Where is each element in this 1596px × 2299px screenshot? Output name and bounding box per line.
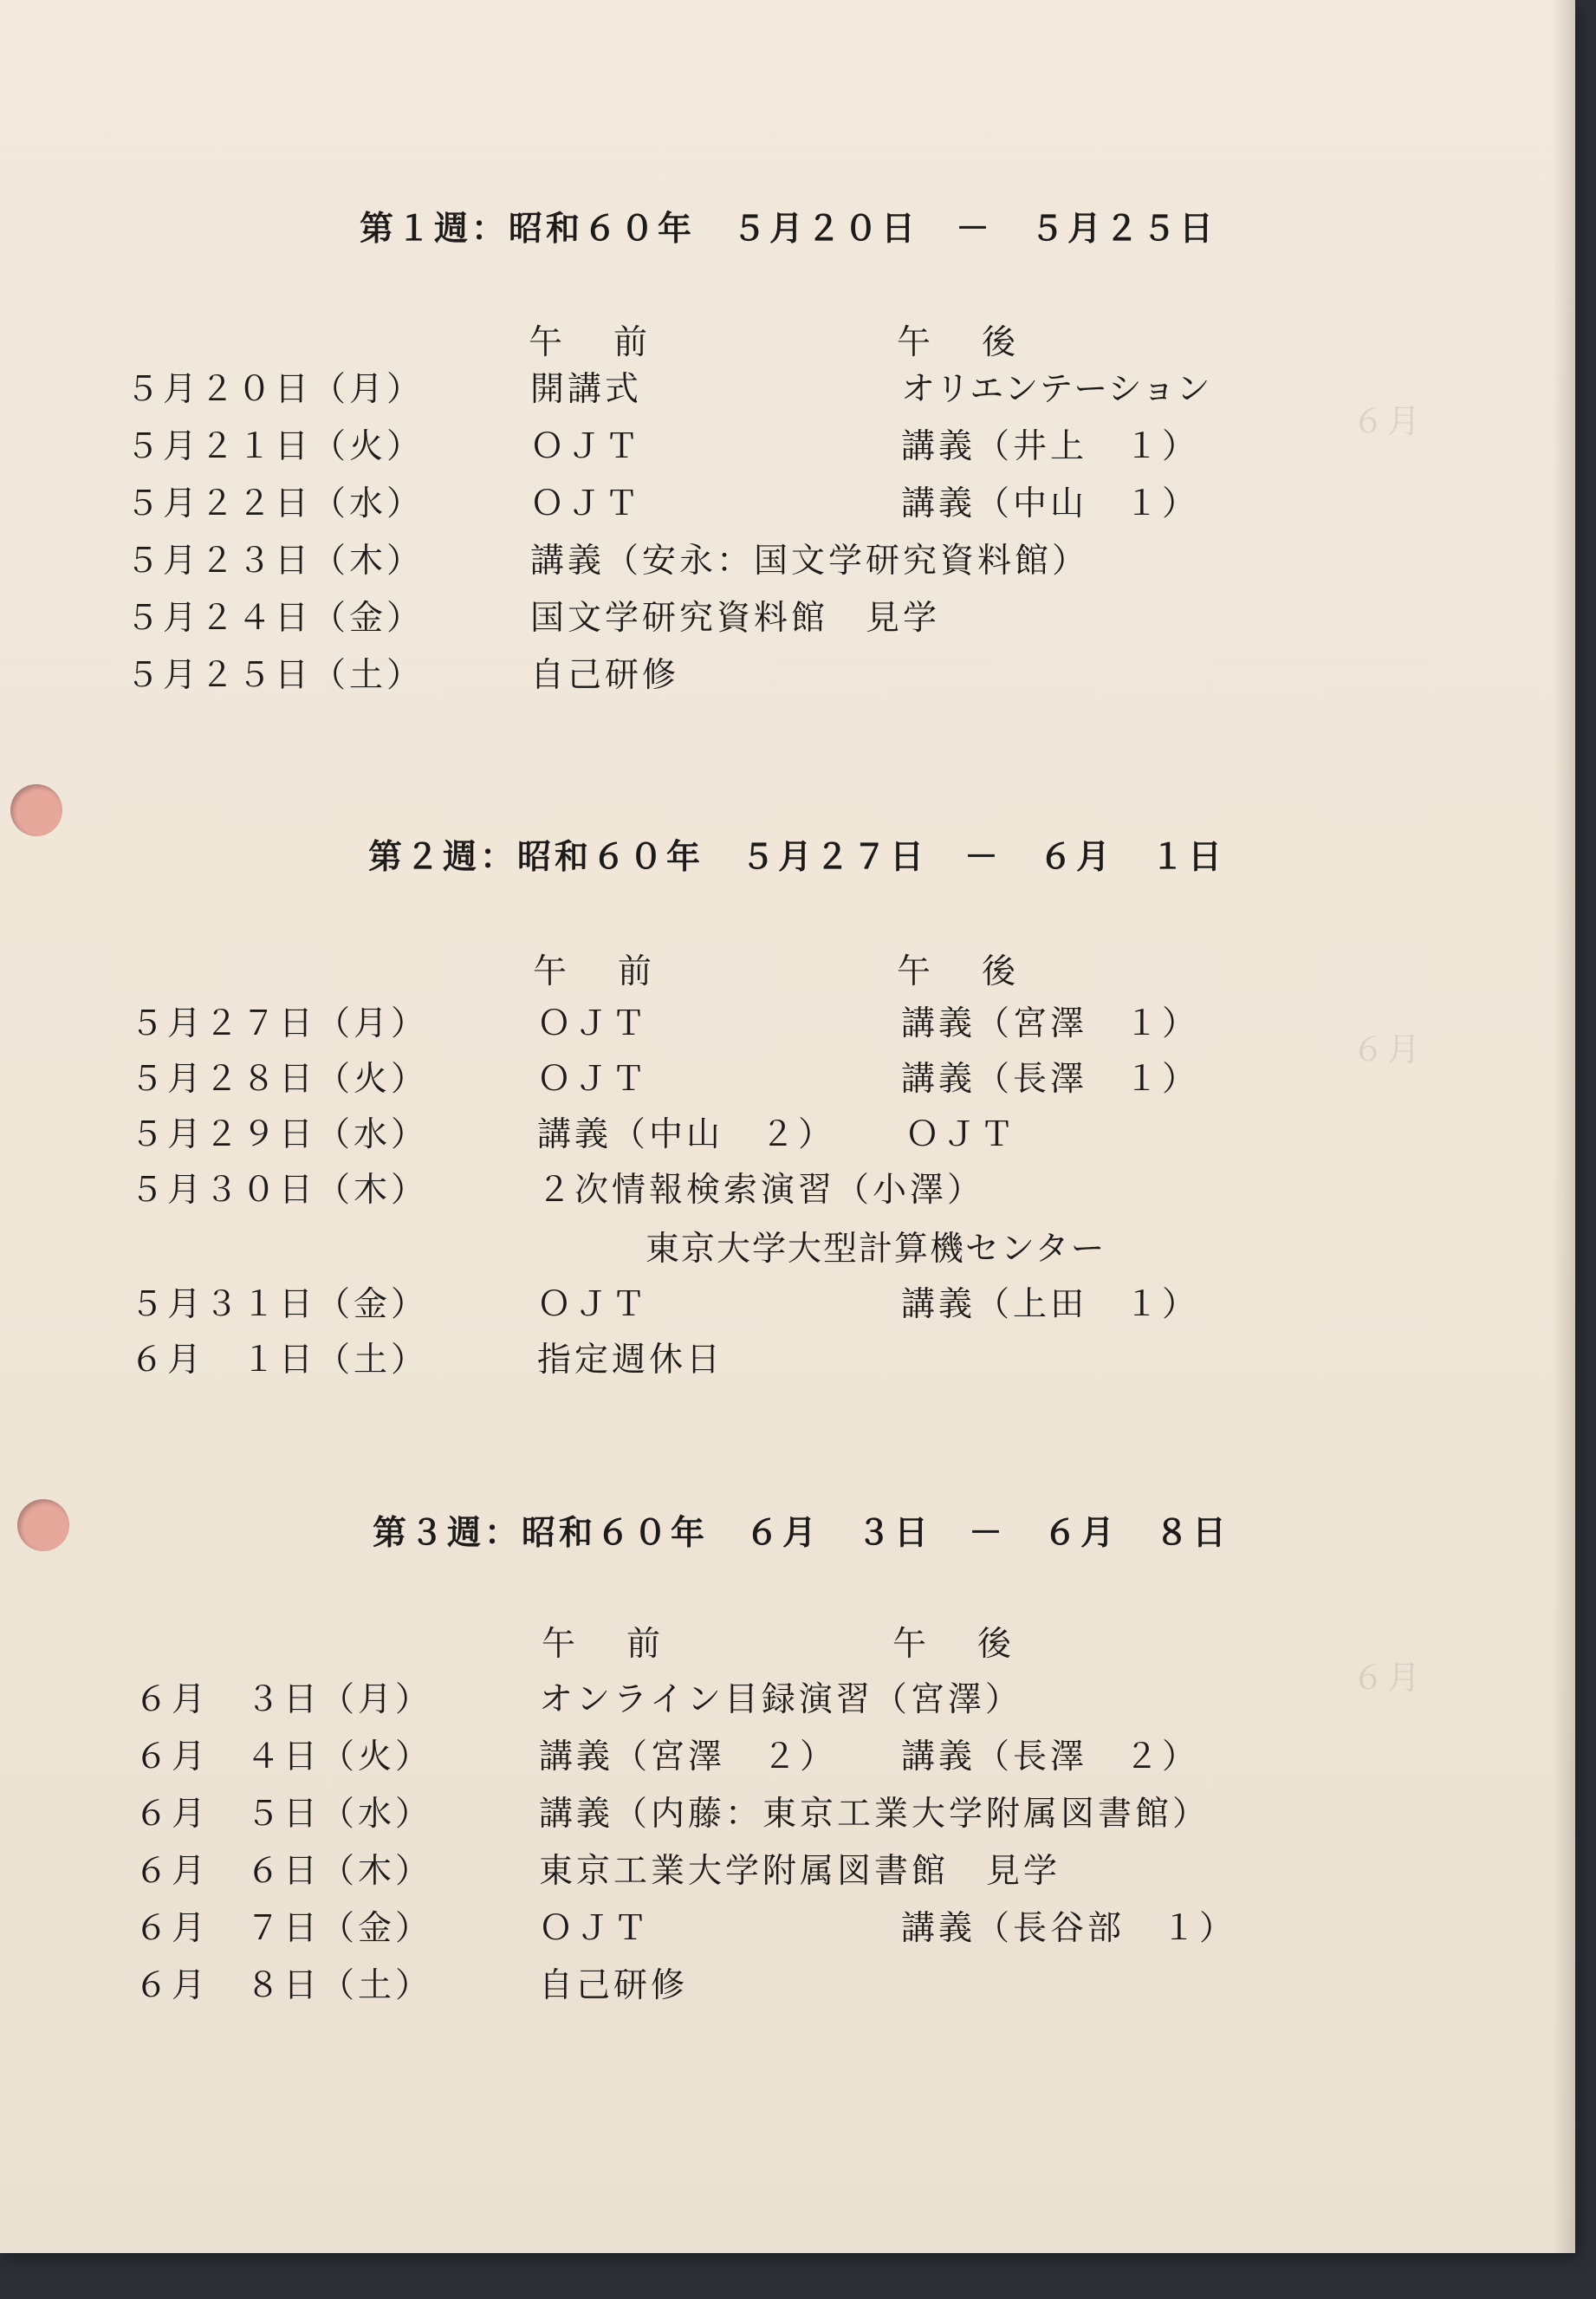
week-1-row-5-date: ５月２４日（金） — [126, 599, 425, 638]
week-3-row-5-date: ６月 ７日（金） — [134, 1909, 433, 1948]
week-2-row-4-am: ２次情報検索演習（小澤） — [537, 1171, 985, 1210]
week-2-row-1-am: ＯＪＴ — [537, 1004, 650, 1043]
week-1-row-3-date: ５月２２日（水） — [126, 484, 425, 523]
week-1-row-5-am: 国文学研究資料館 見学 — [530, 599, 941, 638]
week-1-row-1-am: 開講式 — [530, 370, 643, 409]
week-2-row-3-am: 講義（中山 ２） — [537, 1115, 836, 1154]
week-3-row-4-am: 東京工業大学附属図書館 見学 — [539, 1852, 1061, 1891]
week-1-pm-header: 午 後 — [897, 323, 1025, 362]
week-1-row-1-date: ５月２０日（月） — [126, 370, 425, 409]
paper-edge-shadow — [1553, 0, 1575, 2253]
week-2-row-2-pm: 講義（長澤 １） — [901, 1060, 1200, 1099]
week-2-row-3-date: ５月２９日（水） — [130, 1115, 429, 1154]
week-1-row-2-am: ＯＪＴ — [530, 427, 643, 466]
week-2-row-4-date: ５月３０日（木） — [130, 1171, 429, 1210]
week-3-row-4-date: ６月 ６日（木） — [134, 1852, 433, 1891]
week-2-row-2-date: ５月２８日（火） — [130, 1060, 429, 1099]
week-1-row-6-am: 自己研修 — [530, 656, 680, 695]
week-2-pm-header: 午 後 — [897, 952, 1025, 991]
week-2-row-6-date: ６月 １日（土） — [130, 1341, 429, 1380]
week-2-row-5-pm: 講義（上田 １） — [901, 1285, 1200, 1324]
week-3-row-2-date: ６月 ４日（火） — [134, 1737, 433, 1776]
week-3-row-6-date: ６月 ８日（土） — [134, 1966, 433, 2005]
week-3-title: 第３週：昭和６０年 ６月 ３日 － ６月 ８日 — [373, 1514, 1230, 1553]
week-1-row-2-date: ５月２１日（火） — [126, 427, 425, 466]
week-3-pm-header: 午 後 — [892, 1625, 1021, 1664]
week-2-row-6-am: 指定週休日 — [537, 1341, 724, 1380]
week-2-title: 第２週：昭和６０年 ５月２７日 － ６月 １日 — [368, 838, 1226, 877]
week-3-row-2-pm: 講義（長澤 ２） — [901, 1737, 1200, 1776]
week-2-row-3-pm: ＯＪＴ — [905, 1115, 1018, 1154]
week-2-row-5-date: ５月３１日（金） — [130, 1285, 429, 1324]
week-3-row-5-pm: 講義（長谷部 １） — [901, 1909, 1237, 1948]
punch-hole-top — [10, 784, 62, 836]
week-1-title: 第１週：昭和６０年 ５月２０日 － ５月２５日 — [360, 210, 1217, 249]
week-2-row-1-pm: 講義（宮澤 １） — [901, 1004, 1200, 1043]
week-3-row-6-am: 自己研修 — [539, 1966, 689, 2005]
week-2-row-2-am: ＯＪＴ — [537, 1060, 650, 1099]
week-3-row-3-am: 講義（内藤：東京工業大学附属図書館） — [539, 1795, 1210, 1834]
week-1-row-3-am: ＯＪＴ — [530, 484, 643, 523]
week-1-row-6-date: ５月２５日（土） — [126, 656, 425, 695]
week-1-row-4-am: 講義（安永：国文学研究資料館） — [530, 542, 1090, 581]
week-1-row-1-pm: オリエンテーション — [901, 370, 1211, 409]
week-1-row-4-date: ５月２３日（木） — [126, 542, 425, 581]
week-2-row-5-am: ＯＪＴ — [537, 1285, 650, 1324]
punch-hole-bottom — [17, 1499, 69, 1551]
week-3-row-3-date: ６月 ５日（水） — [134, 1795, 433, 1834]
week-1-row-3-pm: 講義（中山 １） — [901, 484, 1200, 523]
week-2-row-4-location-note: 東京大学大型計算機センター — [646, 1230, 1106, 1269]
week-3-row-5-am: ＯＪＴ — [539, 1909, 652, 1948]
week-2-row-1-date: ５月２７日（月） — [130, 1004, 429, 1043]
week-3-row-2-am: 講義（宮澤 ２） — [539, 1737, 838, 1776]
week-1-row-2-pm: 講義（井上 １） — [901, 427, 1200, 466]
week-1-am-header: 午 前 — [529, 323, 657, 362]
week-3-row-1-am: オンライン目録演習（宮澤） — [539, 1680, 1022, 1719]
week-3-am-header: 午 前 — [542, 1625, 670, 1664]
week-3-row-1-date: ６月 ３日（月） — [134, 1680, 433, 1719]
week-2-am-header: 午 前 — [533, 952, 661, 991]
paper-sheet: ６月 ６月 ６月 第１週：昭和６０年 ５月２０日 － ５月２５日 午 前 午 後 ５月２０日（月） 開講式 オリエンテーション ５月２１日（火） ＯＪＴ 講義（井上 １） ５月２２日（水） ＯＪＴ 講義（中山 １） ５月２３日（木） 講義（安永：国文学研究資料館） ５月２４日（金） 国文学研究資料館 見学 ５月２５日（土） 自己研修 第２週：昭和６０年 ５月２７日 － ６月 １日 午 前 午 後 ５月２７日（月） ＯＪＴ 講義（宮澤 １） ５月２８日（火） ＯＪＴ 講義（長澤 １） ５月２９日（水） 講義（中山 ２） ＯＪＴ ５月３０日（木） ２次情報検索演習（小澤） 東京大学大型計算機センター ５月３１日（金） ＯＪＴ 講義（上田 １） ６月 １日（土） 指定週休日 第３週：昭和６０年 ６月 ３日 － ６月 ８日 午 前 午 後 ６月 ３日（月） オンライン目録演習（宮澤） ６月 ４日（火） 講義（宮澤 ２） 講義（長澤 ２） ６月 ５日（水） 講義（内藤：東京工業大学附属図書館） ６月 ６日（木） 東京工業大学附属図書館 見学 ６月 ７日（金） ＯＪＴ 講義（長谷部 １） ６月 ８日（土） 自己研修 — [0, 0, 1575, 2253]
